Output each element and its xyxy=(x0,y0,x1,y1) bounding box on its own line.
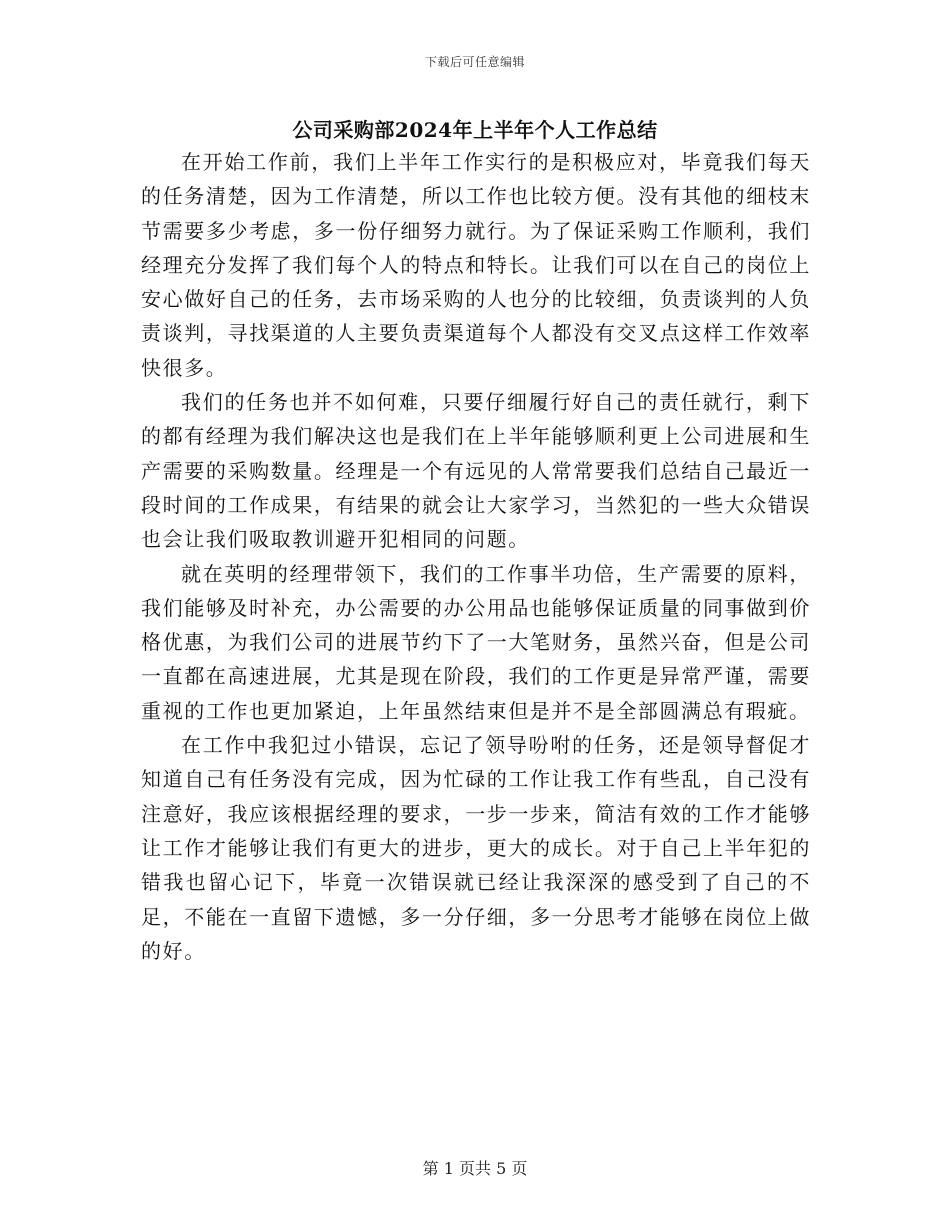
page-footer: 第 1 页共 5 页 xyxy=(422,1159,528,1178)
document-body xyxy=(141,145,811,968)
paragraph-1: 在开始工作前，我们上半年工作实行的是积极应对，毕竟我们每天的任务清楚，因为工作清楚，所以工作也比较方便。没有其他的细枝末节需要多少考虑，多一份仔细努力就行。为了保证采购工作顺利，我们经理充分发挥了我们每个人的特点和特长。让我们可以在自己的岗位上安心做好自己的任务，去市场采购的人也分的比较细，负责谈判的人负责谈判，寻找渠道的人主要负责渠道每个人都没有交叉点这样工作效率快很多。 xyxy=(141,150,811,380)
paragraph-2: 我们的任务也并不如何难，只要仔细履行好自己的责任就行，剩下的都有经理为我们解决这也是我们在上半年能够顺利更上公司进展和生产需要的采购数量。经理是一个有远见的人常常要我们总结自己最近一段时间的工作成果，有结果的就会让大家学习，当然犯的一些大众错误也会让我们吸取教训避开犯相同的问题。 xyxy=(141,390,811,552)
paragraph-3: 就在英明的经理带领下，我们的工作事半功倍，生产需要的原料，我们能够及时补充，办公需要的办公用品也能够保证质量的同事做到价格优惠，为我们公司的进展节约下了一大笔财务，虽然兴奋，但是公司一直都在高速进展，尤其是现在阶段，我们的工作更是异常严谨，需要重视的工作也更加紧迫，上年虽然结束但是并不是全部圆满总有瑕疵。 xyxy=(141,561,811,723)
paragraph-4: 在工作中我犯过小错误，忘记了领导吩咐的任务，还是领导督促才知道自己有任务没有完成，因为忙碌的工作让我工作有些乱，自己没有注意好，我应该根据经理的要求，一步一步来，简洁有效的工作才能够让工作才能够让我们有更大的进步，更大的成长。对于自己上半年犯的错我也留心记下，毕竟一次错误就已经让我深深的感受到了自己的不足，不能在一直留下遗憾，多一分仔细，多一分思考才能够在岗位上做的好。 xyxy=(141,733,811,963)
document-title: 公司采购部2024年上半年个人工作总结 xyxy=(292,118,658,142)
header-note: 下载后可任意编辑 xyxy=(424,55,525,69)
